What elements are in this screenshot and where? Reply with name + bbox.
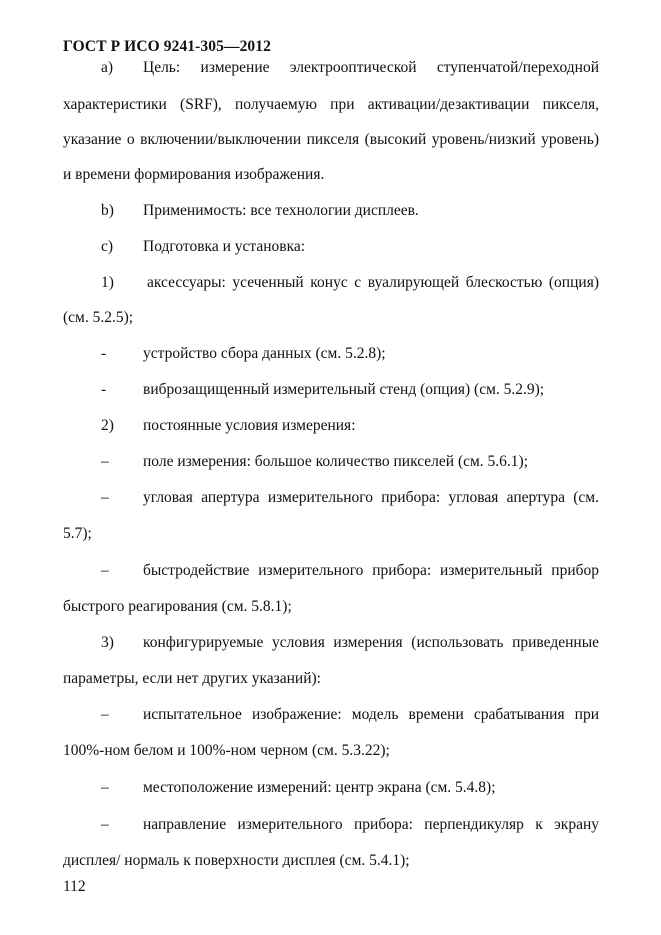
item-3-marker: 3) (101, 634, 114, 651)
document-header: ГОСТ Р ИСО 9241-305—2012 (63, 38, 271, 55)
item-1a-text: устройство сбора данных (см. 5.2.8); (143, 345, 386, 362)
item-2b-continuation: 5.7); (63, 525, 92, 542)
item-3-first-line: конфигурируемые условия измерения (использовать приведенные (143, 634, 599, 651)
item-a-line-3: указание о включении/выключении пикселя (высокий уровень/низкий уровень) (63, 131, 599, 148)
item-3-continuation: параметры, если нет других указаний): (63, 670, 321, 687)
item-2-text: постоянные условия измерения: (143, 417, 356, 434)
item-3c-continuation: дисплея/ нормаль к поверхности дисплея (см. 5.4.1); (63, 852, 410, 869)
item-a-line-2: характеристики (SRF), получаемую при активации/дезактивации пикселя, (63, 96, 599, 113)
item-3b-marker: – (101, 779, 109, 796)
item-2c-continuation: быстрого реагирования (см. 5.8.1); (63, 598, 292, 615)
item-1-first-line: аксессуары: усеченный конус с вуалирующей блескостью (опция) (147, 274, 599, 291)
item-b-marker: b) (101, 202, 114, 219)
item-c-marker: c) (101, 238, 114, 255)
item-1-marker: 1) (101, 274, 114, 291)
item-3c-marker: – (101, 816, 109, 833)
item-3a-marker: – (101, 706, 109, 723)
page-number: 112 (63, 878, 86, 895)
item-a-line-4: и времени формирования изображения. (63, 166, 325, 183)
item-1b-text: виброзащищенный измерительный стенд (опция) (см. 5.2.9); (143, 381, 545, 398)
item-1-continuation: (см. 5.2.5); (63, 309, 134, 326)
item-1a-marker: - (101, 345, 107, 362)
item-3a-first-line: испытательное изображение: модель времени срабатывания при (143, 706, 599, 723)
item-2c-marker: – (101, 562, 109, 579)
item-2a-marker: – (101, 453, 109, 470)
item-3b-text: местоположение измерений: центр экрана (см. 5.4.8); (143, 779, 496, 796)
item-a-marker: a) (101, 59, 114, 76)
item-3a-continuation: 100%-ном белом и 100%-ном черном (см. 5.3.22); (63, 742, 390, 759)
item-2-marker: 2) (101, 417, 114, 434)
item-c-text: Подготовка и установка: (143, 238, 306, 255)
item-2a-text: поле измерения: большое количество пикселей (см. 5.6.1); (143, 453, 529, 470)
item-1b-marker: - (101, 381, 107, 398)
item-2b-first-line: угловая апертура измерительного прибора: угловая апертура (см. (143, 489, 599, 506)
item-a-first-line: Цель: измерение электрооптической ступенчатой/переходной (143, 59, 599, 76)
item-b-text: Применимость: все технологии дисплеев. (143, 202, 419, 219)
item-2c-first-line: быстродействие измерительного прибора: измерительный прибор (143, 562, 599, 579)
item-3c-first-line: направление измерительного прибора: перпендикуляр к экрану (143, 816, 599, 833)
item-2b-marker: – (101, 489, 109, 506)
